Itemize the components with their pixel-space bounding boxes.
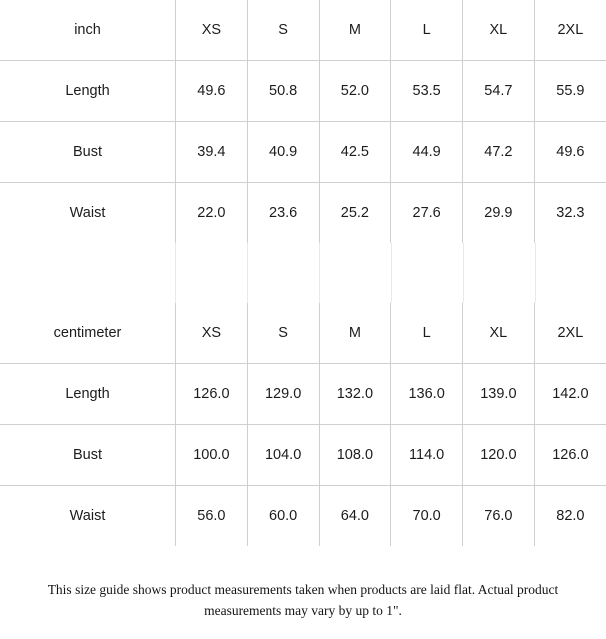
size-header-2xl: 2XL [534, 0, 606, 61]
cell-value: 42.5 [319, 122, 391, 183]
cell-value: 54.7 [463, 61, 535, 122]
table-row [0, 183, 606, 244]
cell-value: 60.0 [247, 486, 319, 547]
cell-value: 55.9 [534, 61, 606, 122]
size-header-xs: XS [176, 0, 248, 61]
cell-value: 25.2 [319, 183, 391, 244]
size-header-m: M [319, 0, 391, 61]
cell-value: 136.0 [391, 364, 463, 425]
gap-divider [319, 243, 320, 303]
cell-value: 44.9 [391, 122, 463, 183]
cell-value: 126.0 [534, 425, 606, 486]
size-header-s: S [247, 0, 319, 61]
gap-divider [175, 243, 176, 303]
unit-label-centimeter: centimeter [0, 303, 176, 364]
size-header-xs: XS [176, 303, 248, 364]
size-header-s: S [247, 303, 319, 364]
size-header-l: L [391, 0, 463, 61]
table-gap [0, 243, 606, 303]
cell-value: 39.4 [176, 122, 248, 183]
gap-divider [391, 243, 392, 303]
cell-value: 129.0 [247, 364, 319, 425]
cell-value: 100.0 [176, 425, 248, 486]
size-guide-note: This size guide shows product measurements taken when products are laid flat. Actual product measurements may vary by up to 1". [47, 582, 559, 618]
cell-value: 139.0 [463, 364, 535, 425]
cell-value: 53.5 [391, 61, 463, 122]
cell-value: 49.6 [534, 122, 606, 183]
row-label-bust: Bust [0, 425, 176, 486]
size-header-m: M [319, 303, 391, 364]
size-header-2xl: 2XL [534, 303, 606, 364]
size-header-l: L [391, 303, 463, 364]
cell-value: 47.2 [463, 122, 535, 183]
cell-value: 70.0 [391, 486, 463, 547]
cell-value: 56.0 [176, 486, 248, 547]
gap-divider [247, 243, 248, 303]
table-header-row [0, 0, 606, 61]
cell-value: 27.6 [391, 183, 463, 244]
cell-value: 32.3 [534, 183, 606, 244]
cell-value: 108.0 [319, 425, 391, 486]
cell-value: 29.9 [463, 183, 535, 244]
cell-value: 64.0 [319, 486, 391, 547]
cell-value: 114.0 [391, 425, 463, 486]
size-header-xl: XL [463, 303, 535, 364]
cell-value: 23.6 [247, 183, 319, 244]
row-label-waist: Waist [0, 183, 176, 244]
cell-value: 40.9 [247, 122, 319, 183]
cell-value: 76.0 [463, 486, 535, 547]
row-label-waist: Waist [0, 486, 176, 547]
size-table-centimeter [0, 303, 606, 546]
cell-value: 142.0 [534, 364, 606, 425]
size-table-inch [0, 0, 606, 243]
table-row [0, 425, 606, 486]
cell-value: 49.6 [176, 61, 248, 122]
table-row [0, 486, 606, 547]
cell-value: 22.0 [176, 183, 248, 244]
cell-value: 132.0 [319, 364, 391, 425]
row-label-bust: Bust [0, 122, 176, 183]
cell-value: 120.0 [463, 425, 535, 486]
gap-divider [463, 243, 464, 303]
cell-value: 50.8 [247, 61, 319, 122]
cell-value: 52.0 [319, 61, 391, 122]
cell-value: 104.0 [247, 425, 319, 486]
table-header-row [0, 303, 606, 364]
row-label-length: Length [0, 364, 176, 425]
table-row [0, 122, 606, 183]
gap-divider [535, 243, 536, 303]
cell-value: 126.0 [176, 364, 248, 425]
table-row [0, 61, 606, 122]
unit-label-inch: inch [0, 0, 176, 61]
row-label-length: Length [0, 61, 176, 122]
table-row [0, 364, 606, 425]
cell-value: 82.0 [534, 486, 606, 547]
size-header-xl: XL [463, 0, 535, 61]
